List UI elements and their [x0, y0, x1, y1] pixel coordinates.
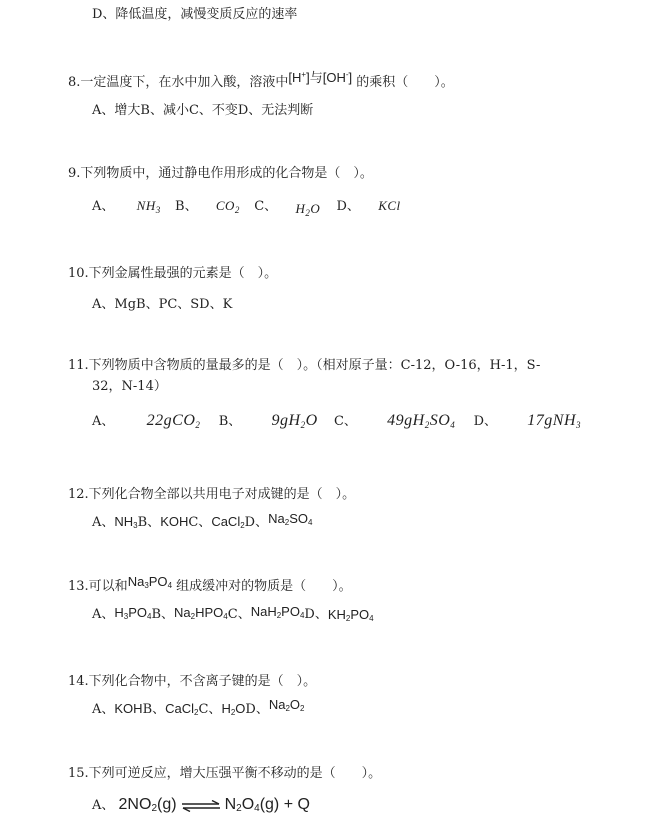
- q14-c-label: C、: [198, 702, 222, 717]
- q11-c-formula: $49gH_2SO_4$: [387, 412, 456, 430]
- q12-options: [92, 513, 312, 535]
- q8-stem-a: 8.一定温度下，在水中加入酸，溶液中: [68, 75, 289, 90]
- q13-b-formula: Na2HPO4: [174, 605, 228, 621]
- q10-stem: 10.下列金属性最强的元素是（ ）。: [68, 266, 278, 281]
- q14-b-formula: CaCl2: [165, 701, 199, 717]
- q12-c-label: C、: [188, 515, 212, 530]
- q11-c-label: C、: [333, 414, 357, 429]
- q12-stem: 12.下列化合物全部以共用电子对成键的是（ ）。: [68, 487, 356, 502]
- q11-d-formula: 17gNH$_3$: [527, 412, 582, 430]
- q8-ion-h: [H+]: [288, 70, 310, 85]
- q13-stem-b: 组成缓冲对的物质是（ ）。: [176, 579, 352, 594]
- q9-d-formula: KCl: [378, 198, 401, 213]
- q13-d-formula: KH2PO4: [327, 607, 374, 623]
- q12-b-formula: KOH: [160, 514, 189, 529]
- q13-stem: [68, 574, 352, 599]
- q11-a-label: A、: [92, 414, 115, 429]
- equilibrium-arrow-icon: [181, 800, 221, 812]
- q12-a-formula: NH3: [114, 514, 138, 530]
- q9-c-label: C、: [254, 199, 278, 214]
- q11-stem-line2: 32，N-14）: [92, 379, 167, 394]
- q14-d-formula: Na2O2: [268, 697, 305, 713]
- q13-options: [92, 605, 374, 627]
- q11-stem-line1: 11.下列物质中含物质的量最多的是（ ）。（相对原子量：C-12，O-16，H-1，S-: [68, 358, 541, 373]
- q8-with: 与: [309, 71, 323, 86]
- q15-stem: 15.下列可逆反应，增大压强平衡不移动的是（ ）。: [68, 766, 382, 781]
- q9-stem: 9.下列物质中，通过静电作用形成的化合物是（ ）。: [68, 166, 373, 181]
- q9-options: [92, 197, 401, 219]
- q12-d-formula: Na2SO4: [268, 511, 313, 527]
- q13-formula: Na3PO4: [127, 574, 173, 590]
- q9-a-label: A、: [92, 199, 115, 214]
- q12-a-label: A、: [92, 515, 115, 530]
- q14-b-label: B、: [142, 702, 166, 717]
- q8-options: A、增大B、减小C、不变D、无法判断: [92, 103, 314, 118]
- q12-d-label: D、: [244, 515, 269, 530]
- q9-b-formula: $CO_2$: [215, 198, 240, 215]
- q15-option-a: [92, 794, 310, 820]
- q15-rhs: N2O4(g) + Q: [224, 796, 310, 814]
- q9-a-formula: $NH_3$: [136, 198, 161, 215]
- q9-c-formula: $H_2O$: [295, 201, 321, 218]
- q14-a-formula: KOH: [114, 701, 143, 716]
- q15-a-label: A、: [92, 798, 115, 813]
- q7-option-d: D、降低温度，减慢变质反应的速率: [92, 7, 298, 22]
- q12-b-label: B、: [137, 515, 161, 530]
- q13-a-formula: H3PO4: [114, 605, 152, 621]
- q11-options: [92, 410, 581, 436]
- q13-d-label: D、: [304, 607, 328, 622]
- q14-a-label: A、: [92, 702, 115, 717]
- q8-stem: [68, 70, 454, 92]
- q11-a-formula: 22gCO$_2$: [146, 412, 201, 430]
- q13-a-label: A、: [92, 607, 115, 622]
- q11-b-label: B、: [218, 414, 242, 429]
- q14-c-formula: H2O: [221, 701, 246, 717]
- q11-b-formula: $9gH_2O$: [271, 412, 318, 430]
- q14-stem: 14.下列化合物中，不含离子键的是（ ）。: [68, 674, 317, 689]
- q13-stem-a: 13.可以和: [68, 579, 128, 594]
- q11-d-label: D、: [473, 414, 498, 429]
- q10-options: A、MgB、PC、SD、K: [92, 297, 233, 312]
- q8-ion-oh: [OH-]: [322, 70, 353, 85]
- q9-b-label: B、: [175, 199, 198, 214]
- q13-c-label: C、: [227, 607, 251, 622]
- q15-lhs: 2NO2(g): [118, 796, 177, 814]
- q12-c-formula: CaCl2: [211, 514, 245, 530]
- q8-stem-b: 的乘积（ ）。: [356, 75, 454, 90]
- q13-c-formula: NaH2PO4: [250, 604, 305, 620]
- q14-options: [92, 697, 305, 722]
- q13-b-label: B、: [151, 607, 175, 622]
- q14-d-label: D、: [245, 702, 269, 717]
- q9-d-label: D、: [336, 199, 360, 214]
